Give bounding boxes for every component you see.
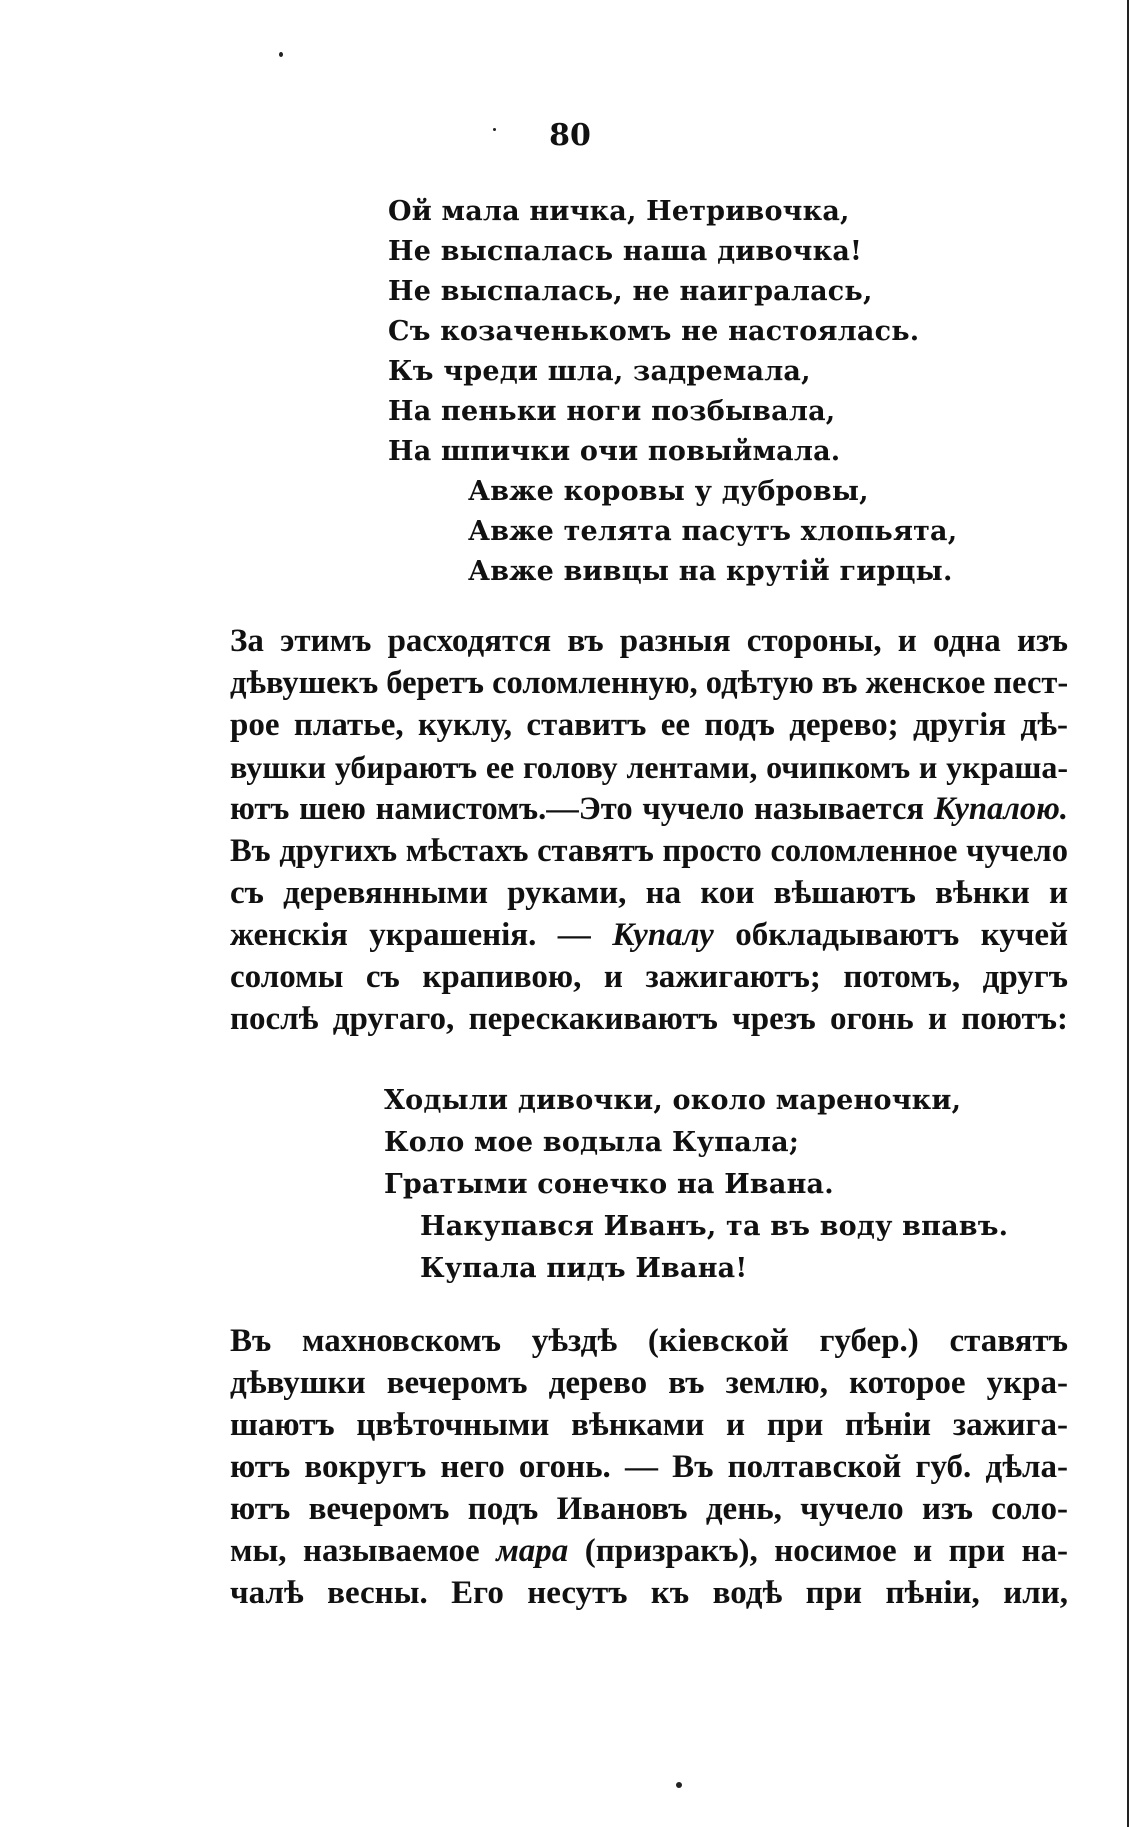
paragraph-line: дѣвушекъ беретъ соломленную, одѣтую въ женское пест- <box>230 665 1069 701</box>
paragraph-line: ютъ вокругъ него огонь. — Въ полтавской губ. дѣла- <box>230 1449 1068 1485</box>
page-edge-line <box>1127 0 1129 1827</box>
verse-block-1 <box>388 192 957 592</box>
italic-term: Купалою. <box>933 791 1068 827</box>
text-run: женскія украшенія. — <box>230 917 613 953</box>
paragraph-2 <box>230 1320 1068 1614</box>
paragraph-line: ютъ вечеромъ подъ Ивановъ день, чучело изъ соло- <box>230 1491 1068 1527</box>
verse-line: Съ козаченькомъ не настоялась. <box>388 316 920 347</box>
verse-line: Гратыми сонечко на Ивана. <box>384 1169 834 1200</box>
speck-mark <box>676 1782 682 1788</box>
verse-line: Не выспалась наша дивочка! <box>388 236 863 267</box>
text-run: ютъ шею намистомъ.—Это чучело называется <box>230 791 934 827</box>
verse-line-indented: Накупався Иванъ, та въ воду впавъ. <box>420 1211 1009 1242</box>
paragraph-line <box>230 788 1068 830</box>
verse-line: На шпички очи повыймала. <box>388 436 841 467</box>
verse-line: Къ чреди шла, задремала, <box>388 356 811 387</box>
paragraph-line: соломы съ крапивою, и зажигаютъ; потомъ, другъ <box>230 959 1068 995</box>
paragraph-line: вушки убираютъ ее голову лентами, очипкомъ и украша- <box>230 749 1068 785</box>
paragraph-line <box>230 1530 1068 1572</box>
verse-line: На пеньки ноги позбывала, <box>388 396 836 427</box>
verse-line: Не выспалась, не наигралась, <box>388 276 873 307</box>
verse-block-2 <box>384 1080 1008 1290</box>
verse-line: Ходыли дивочки, около мареночки, <box>384 1085 962 1116</box>
speck-mark <box>279 52 283 57</box>
verse-line: Коло мое водыла Купала; <box>384 1127 800 1158</box>
verse-line-indented: Купала пидъ Ивана! <box>420 1253 748 1284</box>
verse-line-refrain: Авже коровы у дубровы, <box>468 476 869 507</box>
paragraph-line <box>230 914 1068 956</box>
paragraph-line: рое платье, куклу, ставитъ ее подъ дерево; другія дѣ- <box>230 707 1068 743</box>
paragraph-line: послѣ другаго, перескакиваютъ чрезъ огонь и поютъ: <box>230 1001 1068 1037</box>
text-run: мы, называемое <box>230 1533 497 1569</box>
page-number: 80 <box>549 118 591 153</box>
verse-line-refrain: Авже вивцы на крутій гирцы. <box>468 556 953 587</box>
paragraph-line: чалѣ весны. Его несутъ къ водѣ при пѣніи, или, <box>230 1575 1068 1611</box>
verse-line: Ой мала ничка, Нетривочка, <box>388 196 850 227</box>
text-run: обкладываютъ кучей <box>713 917 1069 953</box>
paragraph-line: Въ другихъ мѣстахъ ставятъ просто соломленное чучело <box>230 833 1068 869</box>
paragraph-line: съ деревянными руками, на кои вѣшаютъ вѣнки и <box>230 875 1068 911</box>
italic-term: Купалу <box>612 917 714 953</box>
paragraph-line: дѣвушки вечеромъ дерево въ землю, которое укра- <box>230 1365 1068 1401</box>
paragraph-line: За этимъ расходятся въ разныя стороны, и одна изъ <box>230 623 1068 659</box>
paragraph-line: Въ махновскомъ уѣздѣ (кіевской губер.) ставятъ <box>230 1323 1068 1359</box>
verse-line-refrain: Авже телята пасутъ хлопьята, <box>468 516 958 547</box>
paragraph-1 <box>230 620 1068 1040</box>
italic-term: мара <box>496 1533 569 1569</box>
paragraph-line: шаютъ цвѣточными вѣнками и при пѣніи зажига- <box>230 1407 1068 1443</box>
text-run: (призракъ), носимое и при на- <box>568 1533 1068 1569</box>
